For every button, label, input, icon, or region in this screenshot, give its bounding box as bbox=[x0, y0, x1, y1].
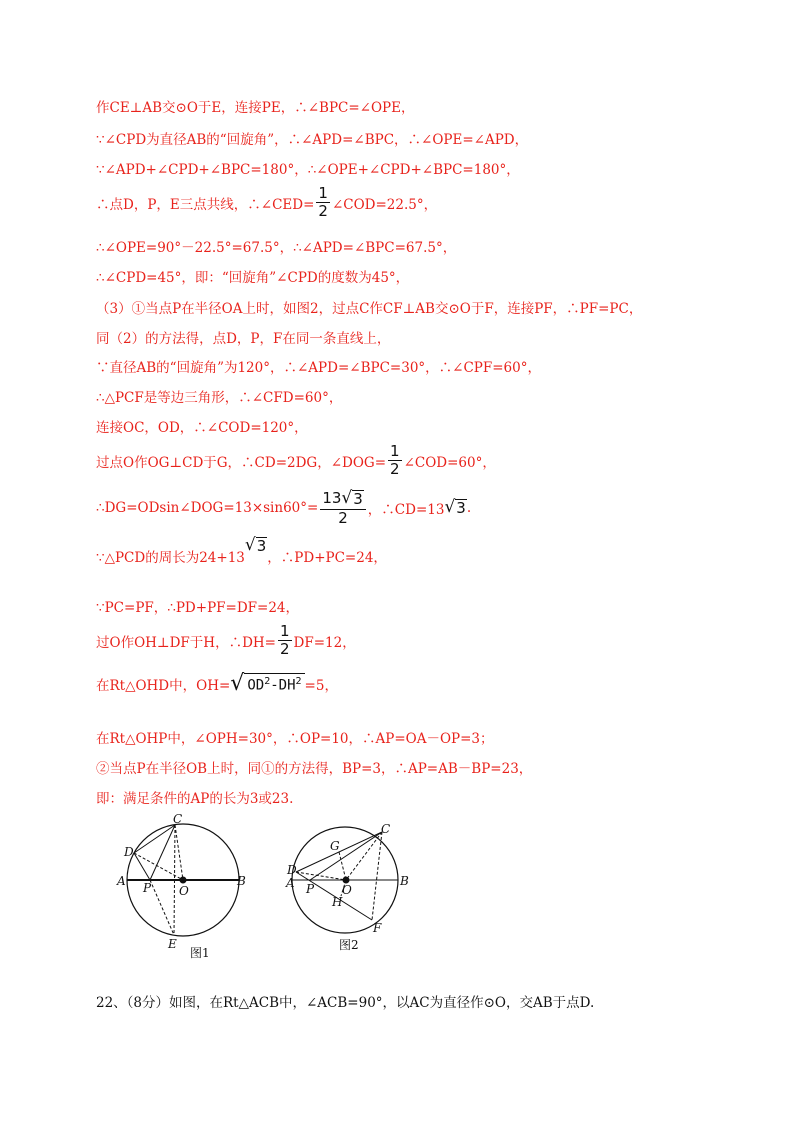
solution-line-7: （3）①当点P在半径OA上时，如图2，过点C作CF⊥AB交⊙O于F，连接PF，∴PF=PC， bbox=[96, 301, 643, 317]
line-pc-fig2 bbox=[310, 832, 382, 880]
label-c-fig2: C bbox=[381, 822, 391, 836]
solution-line-5: ∴∠OPE=90°－22.5°=67.5°，∴∠APD=∠BPC=67.5°， bbox=[96, 240, 457, 256]
line-co-fig1 bbox=[175, 825, 183, 880]
fraction-one-half: $\frac{1}{2}$ bbox=[318, 184, 328, 220]
label-e-fig1: E bbox=[168, 937, 177, 951]
label-b-fig2: B bbox=[400, 874, 409, 888]
solution-line-18: 在Rt△OHP中，∠OPH=30°，∴OP=10，∴AP=OA－OP=3； bbox=[96, 731, 494, 747]
solution-line-15: ∵PC=PF，∴PD+PF=DF=24， bbox=[96, 600, 300, 616]
solution-line-2: ∵∠CPD为直径AB的“回旋角”，∴∠APD=∠BPC，∴∠OPE=∠APD， bbox=[96, 132, 529, 148]
solution-line-12: 过点O作OG⊥CD于G，∴CD=2DG，∠DOG= $\frac{1}{2}$ ∠COD=60°， bbox=[96, 442, 496, 478]
figure-1 bbox=[116, 812, 246, 960]
label-a-fig1: A bbox=[117, 874, 126, 888]
label-c-fig1: C bbox=[173, 812, 183, 826]
question-22: 22、（8分）如图，在Rt△ACB中，∠ACB=90°，以AC为直径作⊙O，交AB于点D. bbox=[96, 995, 595, 1011]
solution-line-3: ∵∠APD+∠CPD+∠BPC=180°，∴∠OPE+∠CPD+∠BPC=180°， bbox=[96, 162, 520, 178]
solution-line-9: ∵直径AB的“回旋角”为120°，∴∠APD=∠BPC=30°，∴∠CPF=60°， bbox=[96, 360, 541, 376]
solution-line-6: ∴∠CPD=45°，即：“回旋角”∠CPD的度数为45°， bbox=[96, 270, 410, 286]
label-b-fig1: B bbox=[237, 874, 246, 888]
line-cf-fig2 bbox=[372, 832, 382, 920]
label-a-fig2: A bbox=[286, 876, 295, 890]
figure-2 bbox=[285, 822, 409, 952]
solution-line-17: 在Rt△OHD中，OH= √ $OD^2-DH^2$ =5， bbox=[96, 671, 338, 696]
fraction-one-half: $\frac{1}{2}$ bbox=[390, 442, 400, 478]
line-do-fig1 bbox=[134, 853, 183, 880]
solution-line-1: 作CE⊥AB交⊙O于E，连接PE，∴∠BPC=∠OPE， bbox=[96, 100, 415, 116]
label-p-fig1: P bbox=[143, 881, 152, 895]
caption-fig1: 图1 bbox=[190, 946, 210, 960]
label-o-fig1: O bbox=[179, 884, 189, 898]
label-h-fig2: H bbox=[332, 895, 343, 909]
solution-line-13: ∴DG=ODsin∠DOG=13×sin60°= 13 √ 3 2 ，∴CD=13 √ 3 . bbox=[96, 488, 472, 527]
solution-line-11: 连接OC，OD，∴∠COD=120°， bbox=[96, 420, 308, 436]
sqrt-3: √ 3 bbox=[444, 497, 466, 517]
line-co-fig2 bbox=[346, 832, 382, 880]
geometry-figures bbox=[110, 812, 430, 960]
label-g-fig2: G bbox=[330, 839, 340, 853]
sqrt-3: √ 3 bbox=[244, 535, 267, 556]
label-o-fig2: O bbox=[342, 883, 352, 897]
solution-line-10: ∴△PCF是等边三角形，∴∠CFD=60°， bbox=[96, 390, 343, 406]
solution-line-8: 同（2）的方法得，点D，P，F在同一条直线上， bbox=[96, 331, 391, 347]
label-p-fig2: P bbox=[306, 882, 315, 896]
caption-fig2: 图2 bbox=[339, 938, 359, 952]
solution-line-16: 过O作OH⊥DF于H，∴DH= $\frac{1}{2}$ DF=12， bbox=[96, 622, 356, 658]
line-pe-fig1 bbox=[150, 880, 174, 935]
solution-line-20: 即：满足条件的AP的长为3或23. bbox=[96, 791, 294, 807]
fraction-one-half: $\frac{1}{2}$ bbox=[279, 622, 290, 658]
label-d-fig1: D bbox=[124, 845, 134, 859]
fraction-13root3-over-2: 13 √ 3 2 bbox=[320, 490, 365, 526]
sqrt-od2-minus-dh2: √ $OD^2-DH^2$ bbox=[230, 673, 304, 695]
label-f-fig2: F bbox=[373, 921, 382, 935]
solution-line-14: ∵△PCD的周长为24+13 √ 3 ，∴PD+PC=24， bbox=[96, 535, 387, 566]
solution-line-19: ②当点P在半径OB上时，同①的方法得，BP=3，∴AP=AB－BP=23， bbox=[96, 761, 533, 777]
solution-line-4: ∴点D，P，E三点共线，∴∠CED= $\frac{1}{2}$ ∠COD=22.5°， bbox=[96, 184, 438, 220]
line-dp-fig1 bbox=[134, 853, 150, 880]
label-d-fig2: D bbox=[287, 863, 297, 877]
